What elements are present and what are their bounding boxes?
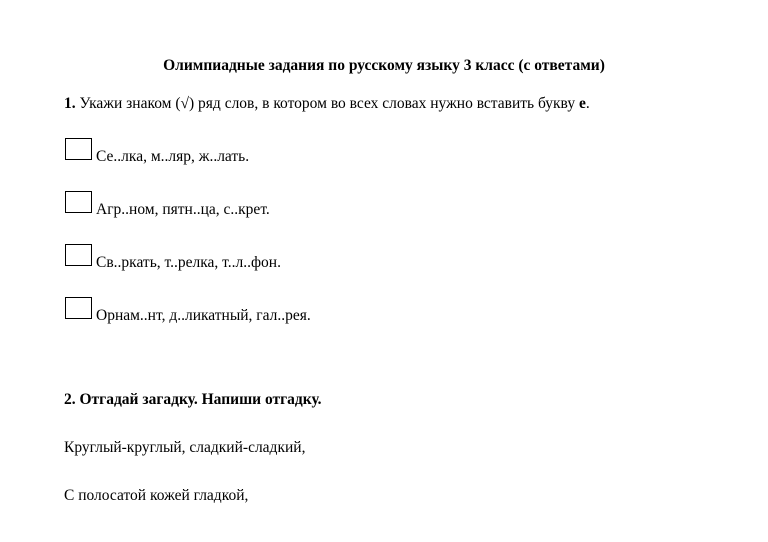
question-1-text — [64, 94, 590, 114]
question-1-prompt: Укажи знаком (√) ряд слов, в котором во всех словах нужно вставить букву — [75, 95, 579, 112]
option-2-checkbox[interactable] — [65, 191, 92, 213]
question-1-letter: е — [578, 95, 586, 112]
question-1-number: 1. — [64, 95, 76, 112]
option-1-label: Се..лка, м..ляр, ж..лать. — [96, 148, 250, 165]
question-2-heading: 2. Отгадай загадку. Напиши отгадку. — [64, 391, 322, 408]
option-2-label: Агр..ном, пятн..ца, с..крет. — [96, 201, 270, 218]
option-4-checkbox[interactable] — [65, 297, 92, 319]
question-1-period: . — [585, 95, 590, 112]
riddle-line-2: С полосатой кожей гладкой, — [64, 487, 249, 504]
document-title: Олимпиадные задания по русскому языку 3 класс (с ответами) — [163, 57, 605, 74]
option-3-label: Св..ркать, т..релка, т..л..фон. — [96, 254, 281, 271]
riddle-line-1: Круглый-круглый, сладкий-сладкий, — [64, 439, 306, 456]
option-1-checkbox[interactable] — [65, 138, 92, 160]
option-3-checkbox[interactable] — [65, 244, 92, 266]
option-4-label: Орнам..нт, д..ликатный, гал..рея. — [96, 307, 311, 324]
